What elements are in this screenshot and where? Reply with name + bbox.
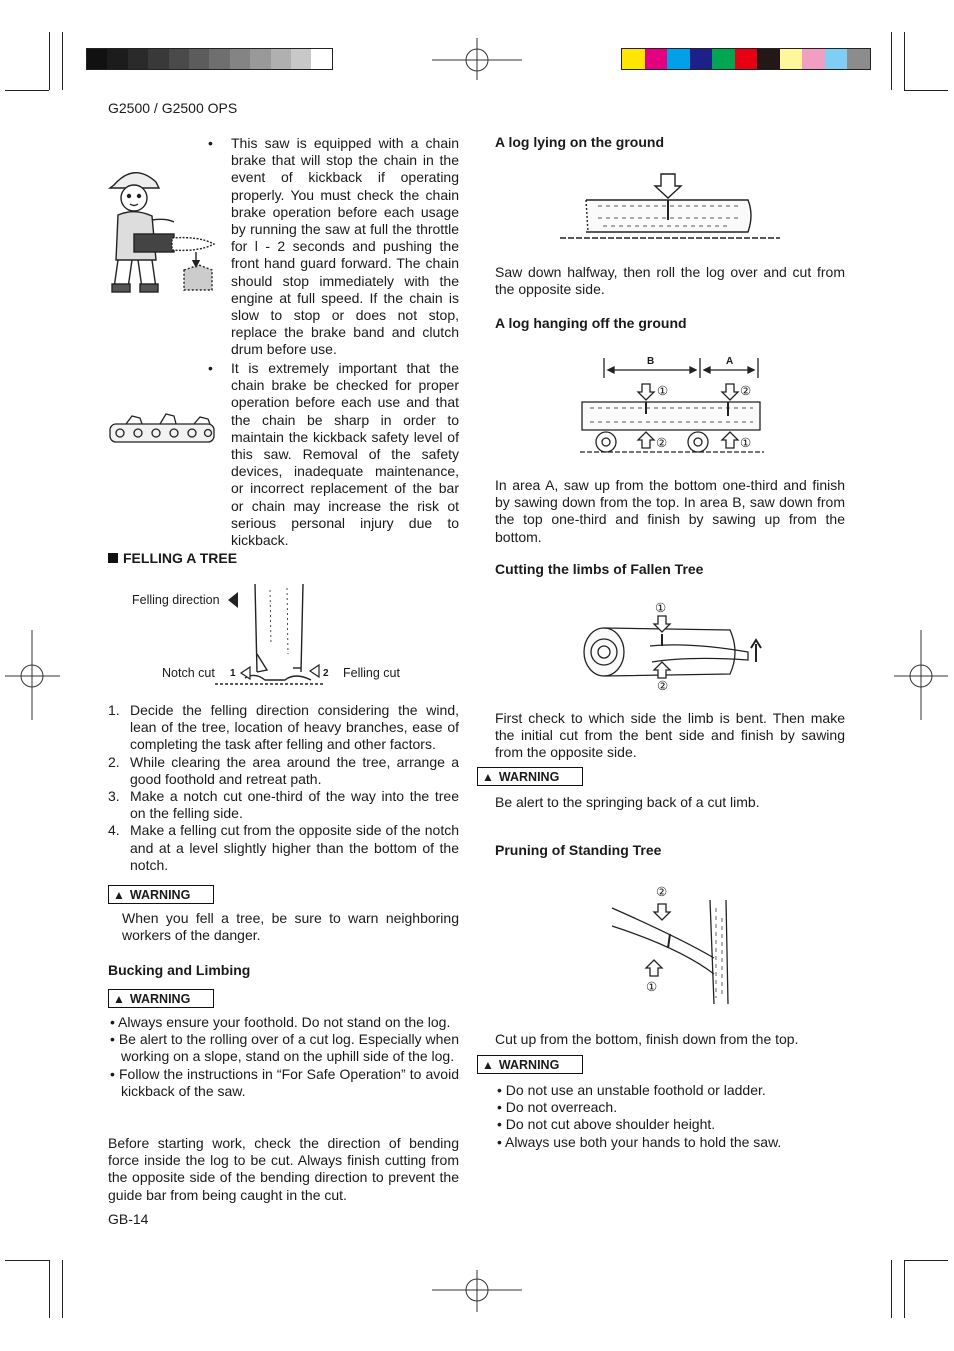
- step-number: 4.: [108, 822, 120, 839]
- color-swatch: [645, 49, 668, 69]
- bullet-item: [495, 1082, 845, 1099]
- color-swatch: [622, 49, 645, 69]
- limbs-circle-2: ②: [657, 679, 669, 693]
- felling-cut-number: 2: [323, 668, 329, 679]
- bullet-dot: •: [497, 1082, 506, 1098]
- color-swatch: [690, 49, 713, 69]
- chain-brake-para1: This saw is equipped with a chain brake that will stop the chain in the event of kickback if operating properly. You must check the chain brake operation before each usage by running the saw at full the throttle for l - 2 seconds and pushing the front hand guard forward. The chain should stop immediately with the engine at full speed. If the chain is slow to stop or does not stop, replace the brake band and clutch drum before use.: [231, 135, 459, 358]
- color-swatch: [825, 49, 848, 69]
- bullet-dot: •: [497, 1133, 506, 1150]
- process-color-bar: [621, 48, 871, 70]
- log-ground-text: Saw down halfway, then roll the log over and cut from the opposite side.: [495, 264, 845, 298]
- saw-chain-illustration: [108, 410, 218, 450]
- color-swatch: [250, 49, 270, 69]
- area-a-label: A: [726, 356, 734, 367]
- color-swatch: [757, 49, 780, 69]
- felling-warning-box: ▲ WARNING: [108, 885, 214, 904]
- warning-triangle-icon: ▲: [482, 769, 494, 784]
- color-swatch: [107, 49, 127, 69]
- felling-cut-label: Felling cut: [343, 666, 400, 680]
- felling-heading: FELLING A TREE: [108, 550, 237, 566]
- operator-illustration: [104, 160, 214, 300]
- log-hanging-text: In area A, saw up from the bottom one-third and finish by sawing down from the top. In area B, saw down from the top one-third and finish by sawing up from the bottom.: [495, 477, 845, 545]
- pruning-bullets-list: [495, 1082, 845, 1151]
- bullet-dot: •: [208, 360, 213, 376]
- bullet-item: [495, 1134, 845, 1151]
- step-number: 3.: [108, 788, 120, 805]
- area-b-label: B: [647, 356, 655, 367]
- felling-step: [108, 702, 459, 754]
- felling-step: [108, 822, 459, 874]
- log-hanging-heading: A log hanging off the ground: [495, 315, 687, 331]
- bullet-text: Do not overreach.: [505, 1099, 618, 1116]
- square-bullet-icon: [108, 553, 118, 563]
- limbs-heading: Cutting the limbs of Fallen Tree: [495, 561, 704, 577]
- bullet-text: Follow the instructions in “For Safe Operation” to avoid kickback of the saw.: [118, 1065, 459, 1099]
- notch-cut-arrow-icon: [239, 665, 251, 681]
- warning-triangle-icon: ▲: [113, 887, 125, 902]
- model-header: G2500 / G2500 OPS: [108, 100, 238, 116]
- pruning-warning-box: ▲ WARNING: [477, 1055, 583, 1074]
- log-ground-heading: A log lying on the ground: [495, 134, 665, 150]
- bullet-item: [108, 1066, 459, 1100]
- pruning-heading: Pruning of Standing Tree: [495, 842, 662, 858]
- bullet-item: [108, 1014, 459, 1031]
- felling-warning-text: When you fell a tree, be sure to warn neighboring workers of the danger.: [122, 910, 459, 944]
- step-number: 2.: [108, 753, 120, 770]
- limbs-circle-1: ①: [655, 601, 667, 615]
- bullet-text: Do not cut above shoulder height.: [505, 1116, 716, 1133]
- pruning-circle-2: ②: [656, 885, 668, 899]
- limbs-diagram: [580, 612, 765, 682]
- bucking-paragraph: Before starting work, check the direction of bending force inside the log to be cut. Always finish cutting from the opposite side of the bending direction to prevent the guide bar from being caught in the cut.: [108, 1135, 459, 1203]
- hanging-circle-1-top: ①: [657, 384, 669, 398]
- bullet-text: Always ensure your foothold. Do not stand on the log.: [118, 1014, 451, 1030]
- bullet-dot: •: [110, 1031, 119, 1048]
- felling-steps-list: [108, 702, 459, 874]
- bullet-text: Be alert to the rolling over of a cut log. Especially when working on a slope, stand on the uphill side of the log.: [118, 1031, 460, 1065]
- step-text: Decide the felling direction considering the wind, lean of the tree, location of heavy branches, ease of completing the task after felling and other factors.: [130, 702, 459, 753]
- pruning-diagram: [610, 898, 735, 1008]
- felling-direction-label: Felling direction: [132, 593, 220, 607]
- page-number: GB-14: [108, 1211, 149, 1227]
- step-text: While clearing the area around the tree, arrange a good foothold and retreat path.: [130, 753, 459, 787]
- bullet-dot: •: [110, 1065, 119, 1082]
- step-text: Make a felling cut from the opposite side of the notch and at a level slightly higher than the bottom of the notch.: [130, 822, 459, 873]
- bucking-bullets-list: [108, 1014, 459, 1100]
- color-swatch: [712, 49, 735, 69]
- gray-color-bar: [86, 48, 333, 70]
- color-swatch: [271, 49, 291, 69]
- color-swatch: [230, 49, 250, 69]
- color-swatch: [209, 49, 229, 69]
- warning-triangle-icon: ▲: [482, 1057, 494, 1072]
- bucking-heading: Bucking and Limbing: [108, 962, 251, 978]
- bullet-item: [495, 1116, 845, 1133]
- color-swatch: [847, 49, 870, 69]
- pruning-text: Cut up from the bottom, finish down from the top.: [495, 1031, 799, 1047]
- color-swatch: [148, 49, 168, 69]
- bullet-dot: •: [497, 1099, 506, 1116]
- bullet-text: Always use both your hands to hold the saw.: [505, 1133, 782, 1150]
- color-swatch: [735, 49, 758, 69]
- warning-triangle-icon: ▲: [113, 991, 125, 1006]
- color-swatch: [128, 49, 148, 69]
- color-swatch: [189, 49, 209, 69]
- hanging-circle-2-bottom: ②: [656, 436, 668, 450]
- color-swatch: [291, 49, 311, 69]
- color-swatch: [169, 49, 189, 69]
- bullet-item: [495, 1099, 845, 1116]
- step-text: Make a notch cut one-third of the way into the tree on the felling side.: [130, 788, 459, 822]
- hanging-circle-1-bottom: ①: [740, 436, 752, 450]
- bullet-text: Do not use an unstable foothold or ladder.: [505, 1082, 766, 1098]
- bullet-dot: •: [497, 1116, 506, 1133]
- limbs-text: First check to which side the limb is bent. Then make the initial cut from the bent side and finish by sawing from the opposite side.: [495, 710, 845, 761]
- notch-cut-label: Notch cut: [162, 666, 215, 680]
- color-swatch: [667, 49, 690, 69]
- color-swatch: [311, 49, 331, 69]
- bullet-dot: •: [208, 135, 213, 151]
- felling-step: [108, 754, 459, 788]
- bucking-warning-box: ▲ WARNING: [108, 989, 214, 1008]
- bullet-dot: •: [110, 1014, 119, 1030]
- color-swatch: [87, 49, 107, 69]
- felling-step: [108, 788, 459, 822]
- pruning-circle-1: ①: [646, 980, 658, 994]
- chain-brake-para2: It is extremely important that the chain brake be checked for proper operation before each use and that the chain be sharp in order to maintain the kickback safety level of this saw. Removal of the safety devices, inadequate maintenance, or incorrect replacement of the bar or chain may increase the risk ot serious personal injury due to kickback.: [231, 360, 459, 549]
- color-swatch: [802, 49, 825, 69]
- felling-cut-arrow-icon: [308, 663, 320, 679]
- bullet-item: [108, 1031, 459, 1065]
- hanging-circle-2-top: ②: [740, 384, 752, 398]
- log-ground-diagram: [558, 170, 788, 250]
- notch-cut-number: 1: [230, 668, 236, 679]
- limbs-warning-box: ▲ WARNING: [477, 767, 583, 786]
- color-swatch: [780, 49, 803, 69]
- limbs-warning-text: Be alert to the springing back of a cut limb.: [495, 794, 760, 810]
- step-number: 1.: [108, 702, 120, 718]
